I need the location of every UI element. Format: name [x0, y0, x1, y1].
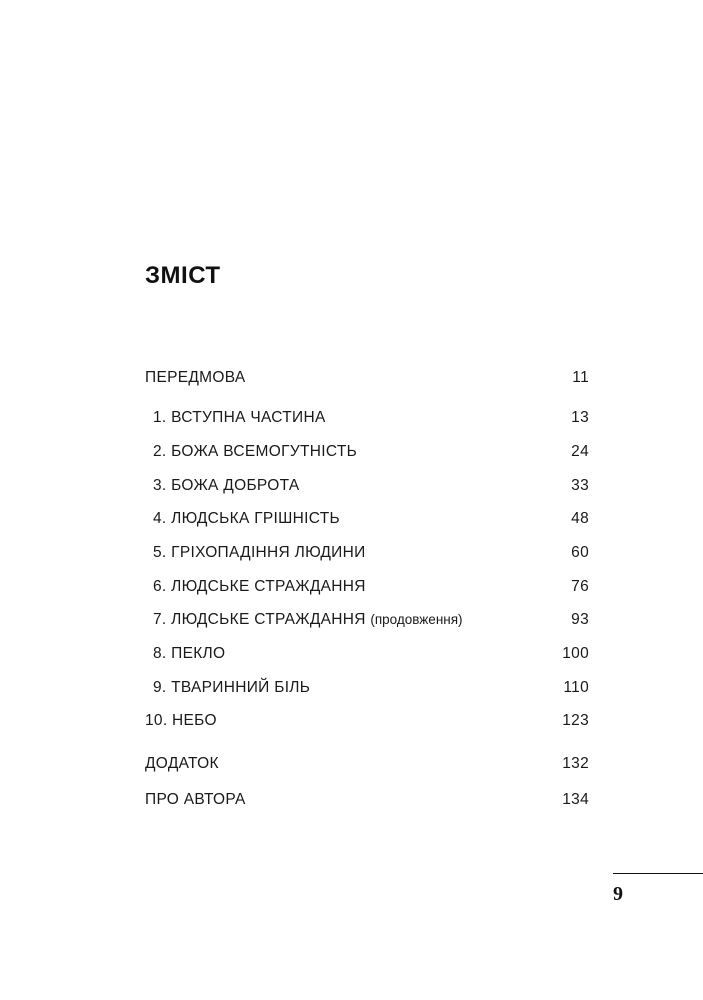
toc-entry-page: 24	[571, 443, 589, 460]
toc-entry-page: 11	[572, 369, 589, 386]
toc-entry-page: 123	[562, 712, 589, 729]
toc-entry-chapter-6	[145, 578, 589, 602]
toc-entry-page: 100	[562, 645, 589, 662]
toc-entry-label: 1. ВСТУПНА ЧАСТИНА	[153, 409, 326, 426]
toc-entry-label: 4. ЛЮДСЬКА ГРІШНІСТЬ	[153, 510, 340, 527]
toc-entry-label: 10. НЕБО	[145, 712, 217, 729]
toc-entry-page: 93	[571, 611, 589, 628]
toc-entry-chapter-9	[145, 679, 589, 703]
toc-entry-label: 8. ПЕКЛО	[153, 645, 226, 662]
toc-entry-chapter-4	[145, 510, 589, 534]
toc-entry-page: 134	[562, 791, 589, 808]
toc-entry-page: 110	[563, 679, 589, 696]
toc-entry-chapter-1	[145, 409, 589, 433]
toc-entry-page: 33	[571, 477, 589, 494]
toc-entry-label-note: (продовження)	[370, 612, 463, 627]
toc-entry-label: ДОДАТОК	[145, 755, 219, 772]
toc-entry-page: 60	[571, 544, 589, 561]
toc-entry-page: 48	[571, 510, 589, 527]
toc-entry-preface	[145, 369, 589, 393]
toc-entry-label: 2. БОЖА ВСЕМОГУТНІСТЬ	[153, 443, 358, 460]
toc-entry-label: 6. ЛЮДСЬКЕ СТРАЖДАННЯ	[153, 578, 366, 595]
toc-entry-page: 132	[562, 755, 589, 772]
toc-title: ЗМІСТ	[145, 262, 221, 289]
folio-rule	[613, 873, 703, 874]
toc-entry-chapter-5	[145, 544, 589, 568]
page-number: 9	[613, 883, 623, 905]
toc-entry-label: 3. БОЖА ДОБРОТА	[153, 477, 300, 494]
toc-entry-chapter-8	[145, 645, 589, 669]
toc-entry-appendix	[145, 755, 589, 779]
toc-entry-chapter-3	[145, 477, 589, 501]
toc-entry-chapter-2	[145, 443, 589, 467]
toc-entry-label: 9. ТВАРИННИЙ БІЛЬ	[153, 679, 311, 696]
toc-entry-label: 5. ГРІХОПАДІННЯ ЛЮДИНИ	[153, 544, 366, 561]
toc-entry-page: 13	[571, 409, 589, 426]
toc-entry-label-text: 7. ЛЮДСЬКЕ СТРАЖДАННЯ	[153, 611, 366, 628]
toc-entry-label	[153, 611, 463, 629]
toc-entry-label: ПЕРЕДМОВА	[145, 369, 246, 386]
toc-entry-page: 76	[571, 578, 589, 595]
toc-entry-label: ПРО АВТОРА	[145, 791, 246, 808]
toc-entry-chapter-10	[145, 712, 589, 736]
toc-entry-about-author	[145, 791, 589, 815]
toc-entry-chapter-7	[145, 611, 589, 635]
